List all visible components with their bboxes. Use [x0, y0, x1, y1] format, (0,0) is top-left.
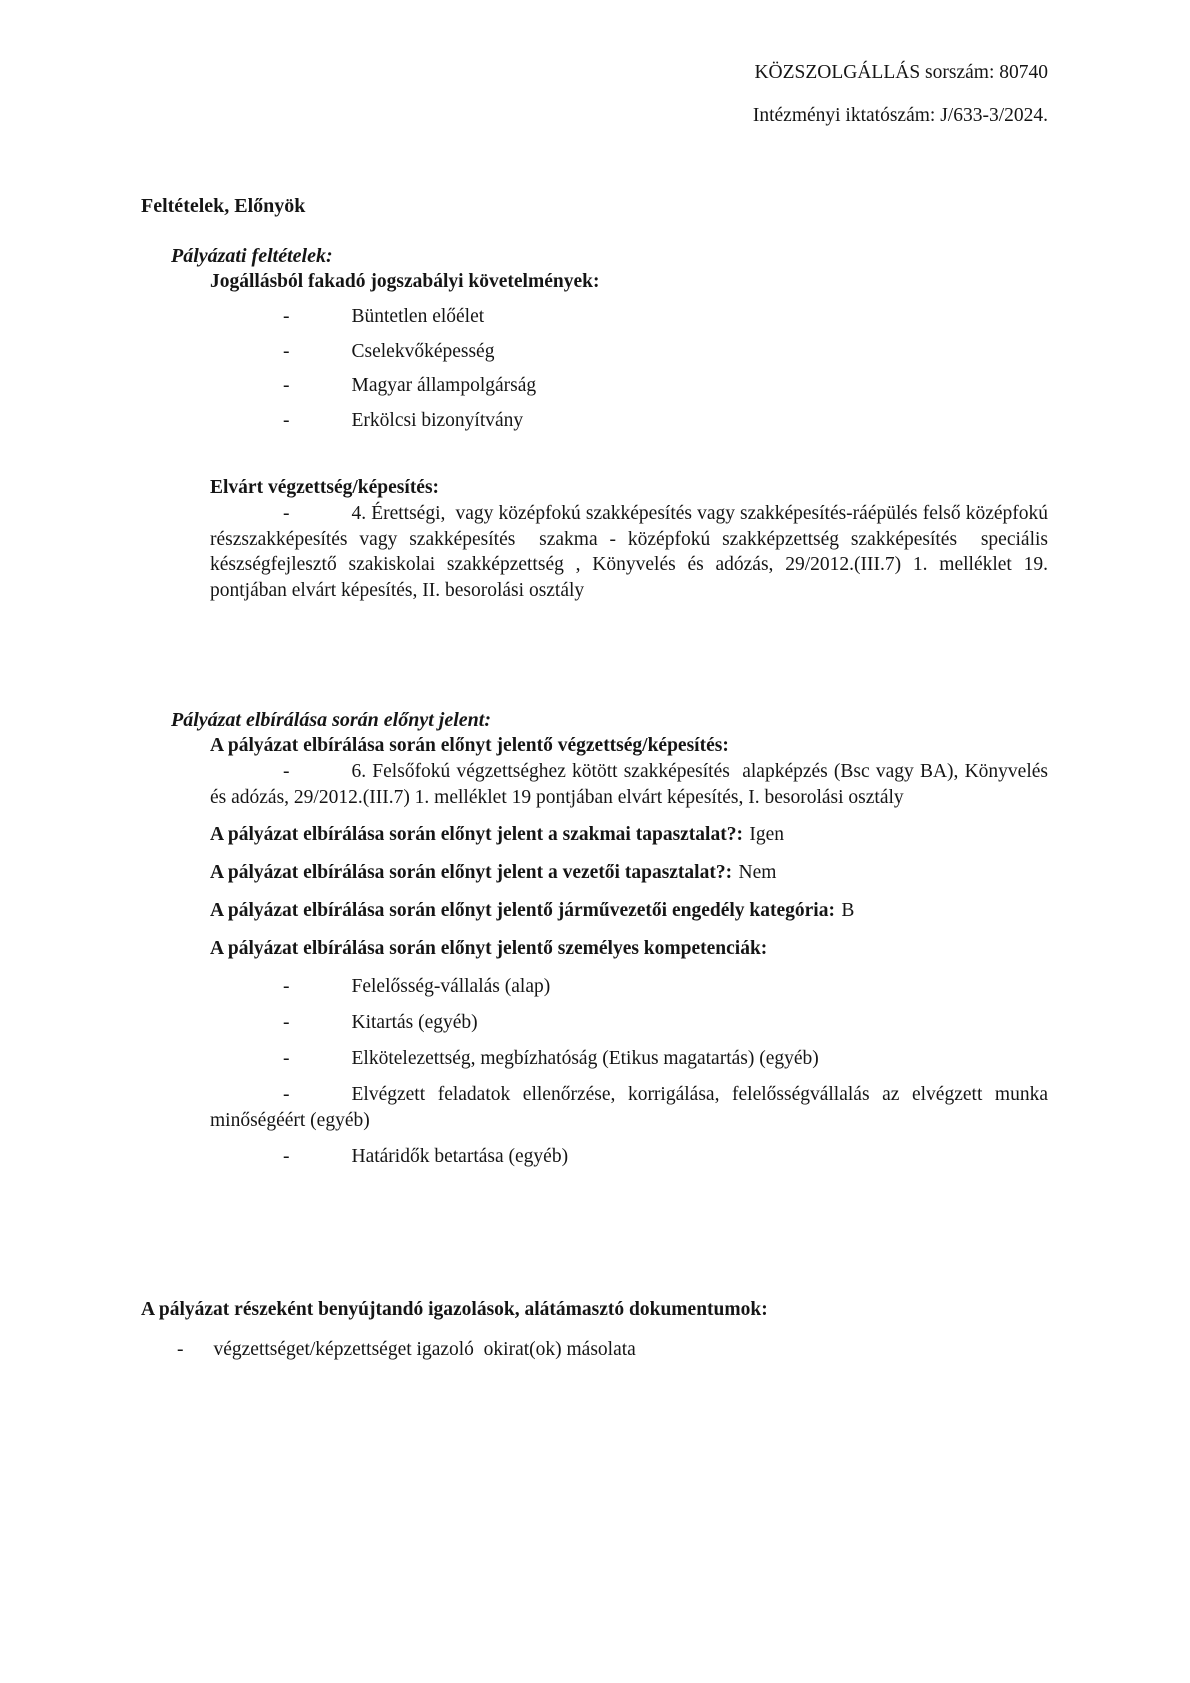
list-item-text: Magyar állampolgárság: [351, 375, 537, 396]
list-item-text: Határidők betartása (egyéb): [351, 1146, 569, 1167]
list-item-text: Cselekvőképesség: [351, 340, 495, 362]
list-item-text: Büntetlen előélet: [351, 306, 485, 327]
document-header: [141, 60, 1048, 129]
legal-requirements-list: [141, 304, 1048, 433]
bullet-dash: -: [283, 1084, 290, 1105]
conditions-heading: Pályázati feltételek:: [171, 245, 333, 267]
advantage-qualification-heading: A pályázat elbírálása során előnyt jelentő végzettség/képesítés:: [210, 735, 729, 756]
list-item-text: Elvégzett feladatok ellenőrzése, korrigálása, felelősségvállalás az elvégzett munka minőségéért (egyéb): [210, 1084, 1048, 1131]
bullet-dash: -: [283, 503, 290, 524]
bullet-dash: -: [283, 1146, 290, 1167]
advantage-qualification-paragraph: [210, 759, 1048, 810]
legal-requirements-heading: Jogállásból fakadó jogszabályi követelmények:: [210, 271, 600, 292]
list-item: [210, 1144, 1048, 1170]
bullet-dash: -: [283, 409, 290, 431]
question-label: A pályázat elbírálása során előnyt jelent a szakmai tapasztalat?:: [210, 824, 743, 845]
question-label: A pályázat elbírálása során előnyt jelentő járművezetői engedély kategória:: [210, 900, 835, 921]
competencies-heading-label: A pályázat elbírálása során előnyt jelentő személyes kompetenciák:: [210, 938, 768, 959]
list-item: [210, 339, 1048, 365]
list-item: [210, 1082, 1048, 1134]
list-item-text: Kitartás (egyéb): [351, 1012, 478, 1033]
competencies-list: [141, 974, 1048, 1170]
bullet-dash: -: [283, 761, 290, 782]
bullet-dash: -: [283, 1012, 290, 1033]
question-label: A pályázat elbírálása során előnyt jelent a vezetői tapasztalat?:: [210, 862, 733, 883]
answer-value: B: [841, 900, 855, 921]
required-qualification-paragraph: [210, 501, 1048, 603]
competencies-heading: [210, 936, 1048, 962]
list-item: [210, 304, 1048, 330]
list-item: [210, 373, 1048, 399]
list-item-text: Erkölcsi bizonyítvány: [351, 409, 524, 431]
advantages-heading: Pályázat elbírálása során előnyt jelent:: [171, 709, 491, 731]
list-item-text: Elkötelezettség, megbízhatóság (Etikus magatartás) (egyéb): [351, 1048, 819, 1069]
answer-value: Nem: [738, 862, 777, 883]
serial-number: KÖZSZOLGÁLLÁS sorszám: 80740: [754, 62, 1048, 83]
list-item: [210, 408, 1048, 434]
bullet-dash: -: [283, 375, 290, 396]
registry-number: Intézményi iktatószám: J/633-3/2024.: [752, 105, 1048, 126]
answer-value: Igen: [749, 824, 785, 845]
bullet-dash: -: [283, 976, 290, 997]
bullet-dash: -: [283, 340, 290, 362]
required-qualification-text: 4. Érettségi, vagy középfokú szakképesítés vagy szakképesítés-ráépülés felső középfokú részszakképesítés vagy szakképesítés szakma - középfokú szakképzettség szakképesítés speciális készségfejlesztő szakiskolai szakképzettség , Könyvelés és adózás, 29/2012.(III.7) 1. melléklet 19. pontjában elvárt képesítés, II. besorolási osztály: [210, 503, 1048, 601]
list-item-text: Felelősség-vállalás (alap): [351, 976, 551, 997]
page-title: Feltételek, Előnyök: [141, 195, 306, 217]
list-item: [210, 974, 1048, 1000]
bullet-dash: -: [283, 306, 290, 327]
list-item: [210, 1010, 1048, 1036]
advantage-qualification-text: 6. Felsőfokú végzettséghez kötött szakképesítés alapképzés (Bsc vagy BA), Könyvelés és adózás, 29/2012.(III.7) 1. melléklet 19 pontjában elvárt képesítés, I. besorolási osztály: [210, 761, 1048, 808]
qa-professional-experience: [210, 822, 1048, 848]
documents-list-item: [141, 1337, 1048, 1363]
qa-driving-licence: [210, 898, 1048, 924]
list-item: [210, 1046, 1048, 1072]
list-item-text: végzettséget/képzettséget igazoló okirat(ok) másolata: [213, 1339, 636, 1360]
bullet-dash: -: [283, 1048, 290, 1069]
qa-leadership-experience: [210, 860, 1048, 886]
documents-heading: A pályázat részeként benyújtandó igazolások, alátámasztó dokumentumok:: [141, 1299, 768, 1320]
bullet-dash: -: [177, 1339, 184, 1360]
required-qualification-heading: Elvárt végzettség/képesítés:: [210, 477, 440, 498]
